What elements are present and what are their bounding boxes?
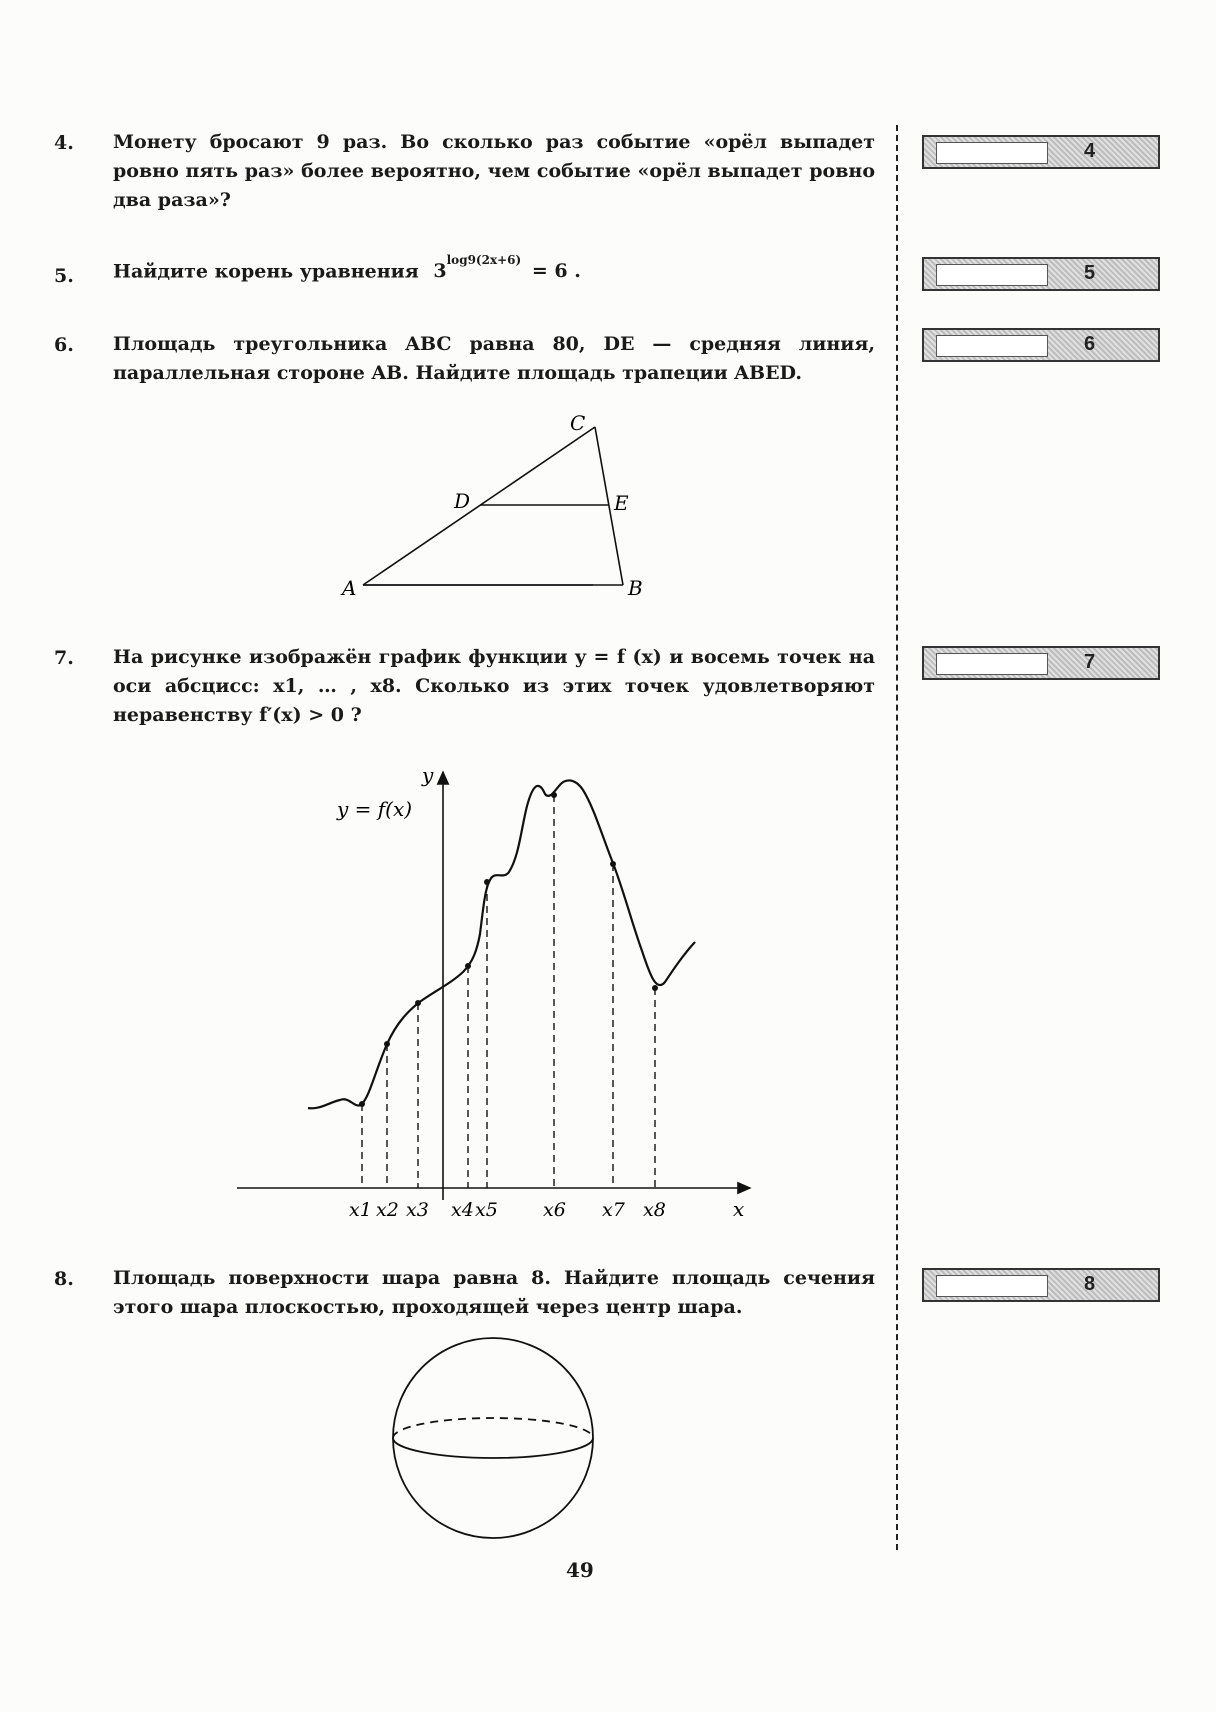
- label-x3: x3: [406, 1199, 429, 1221]
- q7-answer-field[interactable]: [936, 653, 1048, 675]
- q5-base: 3: [433, 260, 447, 283]
- q5-exponent: log9(2x+6): [446, 253, 522, 267]
- label-d: D: [454, 489, 471, 513]
- q4-answer-field[interactable]: [936, 142, 1048, 164]
- function-curve: [308, 780, 695, 1108]
- label-x2: x2: [376, 1199, 399, 1221]
- q8-answer-box[interactable]: [922, 1268, 1160, 1302]
- function-label: y = f(x): [337, 797, 413, 821]
- triangle-figure: [330, 405, 670, 605]
- label-x7: x7: [602, 1199, 625, 1221]
- q5-answer-box[interactable]: [922, 257, 1160, 291]
- section-front-arc: [393, 1438, 593, 1458]
- q6-answer-label: 6: [1084, 333, 1096, 355]
- sphere-outline: [393, 1338, 593, 1538]
- point-x3: [415, 1000, 421, 1006]
- point-x4: [465, 963, 471, 969]
- q6-answer-field[interactable]: [936, 335, 1048, 357]
- sphere-figure: [385, 1330, 605, 1550]
- point-x2: [384, 1041, 390, 1047]
- q7-text: На рисунке изображён график функции y = f (x) и восемь точек на оси абсцисс: x1, … , x8. Сколько из этих точек удовлетворяют неравенству f′(x) > 0 ?: [113, 646, 875, 726]
- label-x1: x1: [349, 1199, 372, 1221]
- label-x5: x5: [475, 1199, 498, 1221]
- q5-text: Найдите корень уравнения: [113, 260, 419, 283]
- label-c: C: [570, 411, 586, 435]
- function-graph: [225, 760, 765, 1230]
- label-x4: x4: [451, 1199, 474, 1221]
- q5-answer-label: 5: [1084, 262, 1096, 284]
- point-x6: [551, 792, 557, 798]
- q5-number: 5.: [54, 265, 74, 287]
- section-back-arc: [393, 1418, 593, 1438]
- q6-answer-box[interactable]: [922, 328, 1160, 362]
- point-x5: [484, 879, 490, 885]
- y-axis-label: y: [422, 763, 434, 787]
- x-axis-label: x: [733, 1197, 745, 1221]
- label-x8: x8: [643, 1199, 666, 1221]
- q7-answer-box[interactable]: [922, 646, 1160, 680]
- q4-answer-label: 4: [1084, 140, 1096, 162]
- q8-text: Площадь поверхности шара равна 8. Найдите площадь сечения этого шара плоскостью, проходящей через центр шара.: [113, 1267, 875, 1318]
- label-a: A: [342, 576, 357, 600]
- q4-answer-box[interactable]: [922, 135, 1160, 169]
- label-b: B: [628, 576, 643, 600]
- q5-equation-line: [113, 253, 581, 283]
- page-number: 49: [566, 1558, 594, 1582]
- answer-column-divider: [896, 125, 898, 1550]
- q4-number: 4.: [54, 132, 74, 154]
- point-x7: [610, 861, 616, 867]
- label-x6: x6: [543, 1199, 566, 1221]
- q8-answer-field[interactable]: [936, 1275, 1048, 1297]
- q5-answer-field[interactable]: [936, 264, 1048, 286]
- q8-answer-label: 8: [1084, 1273, 1096, 1295]
- point-x1: [359, 1101, 365, 1107]
- side-ac: [363, 427, 595, 585]
- q8-number: 8.: [54, 1268, 74, 1290]
- q5-rhs: = 6 .: [531, 260, 581, 283]
- point-x8: [652, 985, 658, 991]
- q4-text: Монету бросают 9 раз. Во сколько раз событие «орёл выпадет ровно пять раз» более вероятно, чем событие «орёл выпадет ровно два раза»?: [113, 131, 875, 211]
- label-e: E: [614, 491, 629, 515]
- q6-number: 6.: [54, 334, 74, 356]
- q6-text: Площадь треугольника ABC равна 80, DE — средняя линия, параллельная стороне AB. Найдите площадь трапеции ABED.: [113, 333, 875, 384]
- q7-answer-label: 7: [1084, 651, 1096, 673]
- q7-number: 7.: [54, 647, 74, 669]
